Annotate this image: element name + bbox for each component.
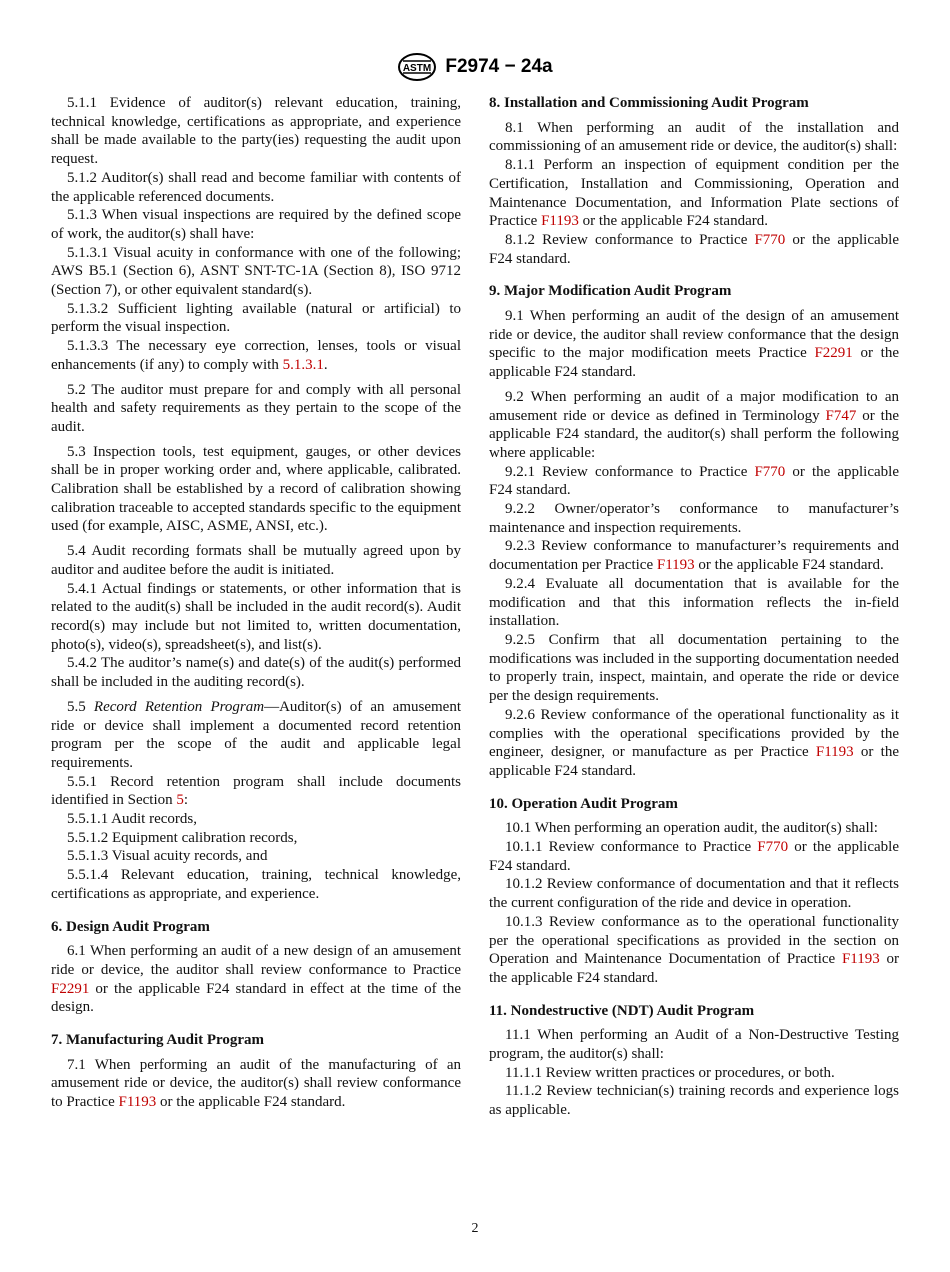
para-5-1-3-2: 5.1.3.2 Sufficient lighting available (natural or artificial) to perform the visual inspection. xyxy=(51,300,461,336)
para-5-1-3: 5.1.3 When visual inspections are required by the defined scope of work, the auditor(s) shall have: xyxy=(51,207,461,242)
para-5-5-1-1: 5.5.1.1 Audit records, xyxy=(67,811,197,828)
link-f2291[interactable]: F2291 xyxy=(814,345,853,362)
link-5-1-3-1[interactable]: 5.1.3.1 xyxy=(282,356,324,373)
link-f770[interactable]: F770 xyxy=(754,463,786,480)
heading-section-9: 9. Major Modification Audit Program xyxy=(489,283,732,300)
link-section-5[interactable]: 5 xyxy=(176,792,184,809)
para-9-2-6: 9.2.6 Review conformance of the operational functionality as it complies with the operational specifications provided by the engineer, designer, or manufacture as per Practice F1193 or the applicable F24 standard. xyxy=(489,706,900,779)
heading-section-8: 8. Installation and Commissioning Audit Program xyxy=(489,95,809,111)
para-10-1-1: 10.1.1 Review conformance to Practice F770 or the applicable F24 standard. xyxy=(489,839,899,874)
para-5-1-2: 5.1.2 Auditor(s) shall read and become familiar with contents of the applicable referenced documents. xyxy=(51,169,461,205)
para-7-1: 7.1 When performing an audit of the manufacturing of an amusement ride or device, the auditor(s) shall review conformance to Practice F1193 or the applicable F24 standard. xyxy=(51,1056,461,1111)
para-11-1: 11.1 When performing an Audit of a Non-Destructive Testing program, the auditor(s) shall: xyxy=(489,1027,899,1063)
para-5-4: 5.4 Audit recording formats shall be mutually agreed upon by auditor and auditee before the audit is initiated. xyxy=(51,543,461,578)
astm-logo-icon xyxy=(397,52,437,82)
link-f2291[interactable]: F2291 xyxy=(51,980,90,997)
heading-section-6: 6. Design Audit Program xyxy=(51,918,210,935)
para-10-1: 10.1 When performing an operation audit, the auditor(s) shall: xyxy=(505,820,878,837)
link-f770[interactable]: F770 xyxy=(757,839,789,856)
para-5-5-1-3: 5.5.1.3 Visual acuity records, and xyxy=(67,848,268,865)
para-5-5-1: 5.5.1 Record retention program shall include documents identified in Section 5: xyxy=(51,773,461,809)
para-9-2-3: 9.2.3 Review conformance to manufacturer’s requirements and documentation per Practice F1193 or the applicable F24 standard. xyxy=(489,538,899,574)
document-id: F2974 − 24a xyxy=(445,56,553,77)
para-5-2: 5.2 The auditor must prepare for and comply with all personal health and safety requirements as they pertain to the scope of the audit. xyxy=(51,381,461,435)
astm-logo-text: ASTM xyxy=(403,63,432,74)
heading-section-10: 10. Operation Audit Program xyxy=(489,795,678,812)
para-5-3: 5.3 Inspection tools, test equipment, gauges, or other devices shall be in proper working order and, where applicable, calibrated. Calibration shall be established by a record of calibration showing calibration traceable to accepted standards specific to the equipment used (for example, AISC, ASME, ANSI, etc.). xyxy=(51,443,461,535)
link-f1193[interactable]: F1193 xyxy=(656,557,695,574)
para-6-1: 6.1 When performing an audit of a new design of an amusement ride or device, the auditor shall review conformance to Practice F2291 or the applicable F24 standard in effect at the time of the design. xyxy=(51,943,461,1016)
para-10-1-2: 10.1.2 Review conformance of documentation and that it reflects the current configuration of the ride and device in operation. xyxy=(489,876,899,912)
link-f747[interactable]: F747 xyxy=(825,407,857,424)
para-11-1-2: 11.1.2 Review technician(s) training records and experience logs as applicable. xyxy=(489,1083,899,1119)
para-8-1-1: 8.1.1 Perform an inspection of equipment condition per the Certification, Installation and Commissioning, Operation and Maintenance Documentation, and Information Plate sections of Practice F1193 or the applicable F24 standard. xyxy=(489,157,899,230)
para-5-4-2: 5.4.2 The auditor’s name(s) and date(s) of the audit(s) performed shall be included in the auditing record(s). xyxy=(51,655,461,691)
left-column xyxy=(51,94,461,1112)
para-5-5: 5.5 Record Retention Program—Auditor(s) of an amusement ride or device shall implement a documented record retention program per the scope of the audit and applicable legal requirements. xyxy=(51,698,461,771)
para-9-2: 9.2 When performing an audit of a major modification to an amusement ride or device as defined in Terminology F747 or the applicable F24 standard, the auditor(s) shall perform the following where applicable: xyxy=(489,388,899,461)
link-f770[interactable]: F770 xyxy=(754,231,786,248)
link-f1193[interactable]: F1193 xyxy=(541,213,579,230)
right-column xyxy=(489,94,899,1120)
page-header xyxy=(0,52,950,87)
para-10-1-3: 10.1.3 Review conformance as to the operational functionality per the operational specifications as provided in the section on Operation and Maintenance Documentation of Practice F1193 or the applicable F24 standard. xyxy=(489,913,900,986)
para-5-1-3-1: 5.1.3.1 Visual acuity in conformance with one of the following; AWS B5.1 (Section 6), ASNT SNT-TC-1A (Section 8), ISO 9712 (Section 7), or other equivalent standard(s). xyxy=(51,244,461,299)
link-f1193[interactable]: F1193 xyxy=(841,951,880,968)
para-9-2-5: 9.2.5 Confirm that all documentation pertaining to the modifications was included in the supporting documentation needed to properly train, inspect, maintain, and operate the ride or device per the design requirements. xyxy=(489,631,899,705)
para-5-5-1-2: 5.5.1.2 Equipment calibration records, xyxy=(67,829,298,846)
para-9-2-1: 9.2.1 Review conformance to Practice F770 or the applicable F24 standard. xyxy=(489,463,899,499)
para-9-2-4: 9.2.4 Evaluate all documentation that is available for the modification and that this information reflects the in-field installation. xyxy=(489,575,899,630)
link-f1193[interactable]: F1193 xyxy=(118,1094,157,1111)
para-5-1-3-3: 5.1.3.3 The necessary eye correction, lenses, tools or visual enhancements (if any) to comply with 5.1.3.1. xyxy=(51,338,461,373)
para-11-1-1: 11.1.1 Review written practices or procedures, or both. xyxy=(505,1064,835,1081)
para-8-1: 8.1 When performing an audit of the installation and commissioning of an amusement ride or device, the auditor(s) shall: xyxy=(489,119,899,155)
para-5-5-1-4: 5.5.1.4 Relevant education, training, technical knowledge, certifications as appropriate, and experience. xyxy=(51,867,461,902)
link-f1193[interactable]: F1193 xyxy=(815,744,854,761)
para-5-1-1: 5.1.1 Evidence of auditor(s) relevant education, training, technical knowledge, certifications as appropriate, and experience shall be made available to the party(ies) requesting the audit upon request. xyxy=(51,95,461,168)
para-8-1-2: 8.1.2 Review conformance to Practice F770 or the applicable F24 standard. xyxy=(489,231,899,267)
para-5-4-1: 5.4.1 Actual findings or statements, or other information that is related to the audit(s) shall be included in the audit record(s). Audit record(s) may include but not limited to, written documentation, photo(s), video(s), spreadsheet(s), and list(s). xyxy=(51,580,461,653)
para-9-2-2: 9.2.2 Owner/operator’s conformance to manufacturer’s maintenance and inspection requirements. xyxy=(489,501,899,536)
page-number: 2 xyxy=(471,1221,479,1236)
heading-section-7: 7. Manufacturing Audit Program xyxy=(51,1032,265,1049)
para-9-1: 9.1 When performing an audit of the design of an amusement ride or device, the auditor shall review conformance that the design specific to the major modification meets Practice F2291 or the applicable F24 standard. xyxy=(489,308,899,381)
heading-section-11: 11. Nondestructive (NDT) Audit Program xyxy=(489,1002,755,1019)
